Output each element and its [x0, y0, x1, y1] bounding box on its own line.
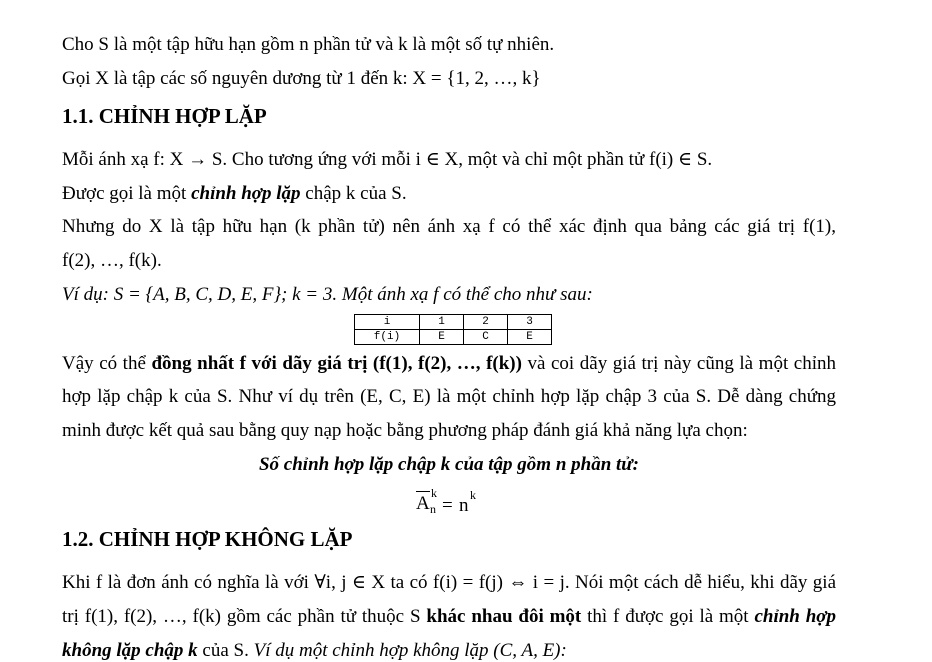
section-1-paragraph-4-line-3: minh được kết quả sau bằng quy nạp hoặc bằng phương pháp đánh giá khả năng lựa chọn: [62, 420, 748, 441]
formula-rhs-base: n [459, 495, 469, 516]
mapping-table [354, 314, 552, 345]
term-chinh-hop: chỉnh hợp [754, 606, 836, 627]
table-cell: C [464, 330, 508, 345]
table-row [355, 330, 552, 345]
section-1-paragraph-3-line-2: f(2), …, f(k). [62, 250, 162, 271]
table-cell: f(i) [355, 330, 420, 345]
table-cell: 3 [508, 315, 552, 330]
text-span: và coi dãy giá trị này cũng là một chỉnh [521, 353, 836, 374]
theorem-text: Số chỉnh hợp lặp chập k của tập gồm n phần tử: [258, 454, 640, 475]
table-cell: E [508, 330, 552, 345]
text-span: của S. [197, 640, 254, 661]
section-1-paragraph-4-line-1 [62, 353, 836, 375]
theorem-statement [62, 454, 836, 476]
section-2-paragraph-line-2 [62, 606, 836, 628]
text-span: thì f được gọi là một [581, 606, 755, 627]
table-cell: 1 [420, 315, 464, 330]
table-cell: 2 [464, 315, 508, 330]
term-khong-lap: không lặp chập k [62, 640, 198, 661]
text-span: trị f(1), f(2), …, f(k) gồm các phần tử thuộc S [62, 606, 427, 627]
text-span: Được gọi là một [62, 183, 192, 204]
example-inline: Ví dụ một chỉnh hợp không lặp (C, A, E): [253, 640, 567, 661]
intro-line-2: Gọi X là tập các số nguyên dương từ 1 đến k: X = {1, 2, …, k} [62, 68, 541, 89]
formula-superscript: k [431, 486, 437, 500]
table-cell: E [420, 330, 464, 345]
example-line: Ví dụ: S = {A, B, C, D, E, F}; k = 3. Một ánh xạ f có thể cho như sau: [62, 284, 593, 305]
section-1-paragraph-1: Mỗi ánh xạ f: X → S. Cho tương ứng với mỗi i ∈ X, một và chỉ một phần tử f(i) ∈ S. [62, 149, 713, 170]
text-span: chập k của S. [300, 183, 407, 204]
section-2-title: 1.2. CHỈNH HỢP KHÔNG LẶP [62, 527, 353, 551]
section-1-paragraph-4-line-2: hợp lặp chập k của S. Như ví dụ trên (E, C, E) là một chỉnh hợp lặp chập 3 của S. Dễ dàng chứng [62, 386, 836, 407]
text-span: Vậy có thể [62, 353, 152, 374]
table-cell: i [355, 315, 420, 330]
section-1-paragraph-2 [62, 183, 836, 205]
term-khac-nhau: khác nhau đôi một [426, 606, 582, 627]
section-2-paragraph-line-3 [62, 640, 836, 662]
formula-symbol: A [416, 493, 430, 514]
formula-overbar [416, 491, 430, 492]
term-chinh-hop-lap: chỉnh hợp lặp [191, 183, 301, 204]
section-1-paragraph-3-line-1: Nhưng do X là tập hữu hạn (k phần tử) nên ánh xạ f có thể xác định qua bảng các giá trị f(1), [62, 216, 836, 237]
formula-equals: = [442, 495, 453, 516]
formula-rhs-exponent: k [470, 488, 476, 502]
table-header-row [355, 315, 552, 330]
section-2-paragraph-line-1: Khi f là đơn ánh có nghĩa là với ∀i, j ∈ X ta có f(i) = f(j) ⇔ i = j. Nói một cách dễ hiểu, khi dãy giá [62, 572, 836, 593]
term-dong-nhat: đồng nhất f với dãy giá trị (f(1), f(2), …, f(k)) [151, 353, 522, 374]
intro-line-1: Cho S là một tập hữu hạn gồm n phần tử và k là một số tự nhiên. [62, 34, 555, 55]
formula-subscript: n [430, 502, 436, 516]
formula-permutations-with-repetition [410, 486, 490, 516]
section-1-title: 1.1. CHỈNH HỢP LẶP [62, 104, 267, 128]
